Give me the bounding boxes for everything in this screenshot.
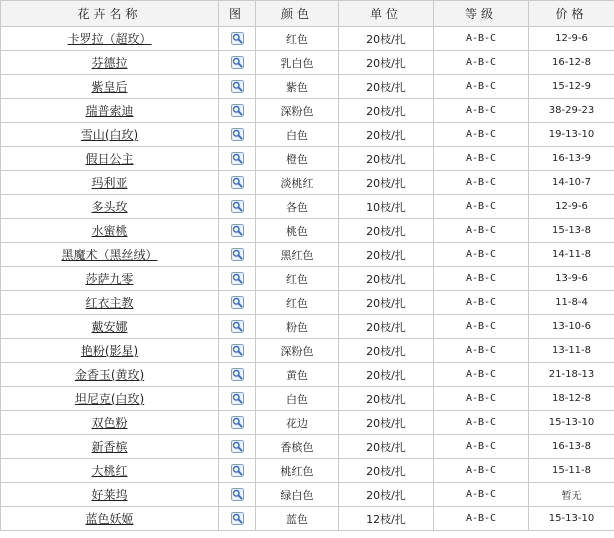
price-cell: 16-13-8: [529, 435, 614, 459]
color-cell: 粉色: [256, 315, 339, 339]
grade-cell: A-B-C: [434, 459, 529, 483]
table-body: [1, 27, 614, 531]
magnifier-photo-icon[interactable]: [231, 320, 244, 333]
table-row: [1, 171, 614, 195]
flower-name-cell: [1, 123, 219, 147]
flower-name-cell: [1, 483, 219, 507]
table-row: [1, 315, 614, 339]
color-cell: 白色: [256, 387, 339, 411]
magnifier-photo-icon[interactable]: [231, 344, 244, 357]
magnifier-photo-icon[interactable]: [231, 152, 244, 165]
unit-cell: 20枝/扎: [339, 315, 434, 339]
flower-name-link[interactable]: 红衣主教: [85, 296, 134, 310]
image-cell: [219, 171, 256, 195]
grade-cell: A-B-C: [434, 147, 529, 171]
color-cell: 橙色: [256, 147, 339, 171]
image-cell: [219, 291, 256, 315]
grade-cell: A-B-C: [434, 483, 529, 507]
unit-cell: 20枝/扎: [339, 411, 434, 435]
flower-name-link[interactable]: 芬德拉: [91, 56, 128, 70]
flower-name-link[interactable]: 艳粉(影星): [80, 344, 139, 358]
image-cell: [219, 75, 256, 99]
flower-name-cell: [1, 75, 219, 99]
price-cell: 38-29-23: [529, 99, 614, 123]
image-cell: [219, 363, 256, 387]
table-row: [1, 339, 614, 363]
color-cell: 花边: [256, 411, 339, 435]
flower-name-cell: [1, 291, 219, 315]
grade-cell: A-B-C: [434, 51, 529, 75]
image-cell: [219, 507, 256, 531]
price-cell: 12-9-6: [529, 27, 614, 51]
magnifier-photo-icon[interactable]: [231, 32, 244, 45]
flower-name-cell: [1, 411, 219, 435]
flower-name-link[interactable]: 黑魔术（黑丝绒）: [61, 248, 158, 262]
magnifier-photo-icon[interactable]: [231, 128, 244, 141]
unit-cell: 20枝/扎: [339, 483, 434, 507]
color-cell: 红色: [256, 27, 339, 51]
color-cell: 红色: [256, 267, 339, 291]
magnifier-photo-icon[interactable]: [231, 488, 244, 501]
header-color: 颜色: [256, 1, 339, 27]
price-cell: 13-10-6: [529, 315, 614, 339]
price-cell: 11-8-4: [529, 291, 614, 315]
grade-cell: A-B-C: [434, 195, 529, 219]
unit-cell: 20枝/扎: [339, 75, 434, 99]
table-header-row: [1, 1, 614, 27]
price-cell: 13-11-8: [529, 339, 614, 363]
flower-name-cell: [1, 267, 219, 291]
magnifier-photo-icon[interactable]: [231, 368, 244, 381]
grade-cell: A-B-C: [434, 27, 529, 51]
flower-name-link[interactable]: 水蜜桃: [91, 224, 128, 238]
unit-cell: 20枝/扎: [339, 147, 434, 171]
unit-cell: 20枝/扎: [339, 435, 434, 459]
magnifier-photo-icon[interactable]: [231, 176, 244, 189]
grade-cell: A-B-C: [434, 99, 529, 123]
price-cell: 12-9-6: [529, 195, 614, 219]
unit-cell: 20枝/扎: [339, 219, 434, 243]
flower-name-cell: [1, 459, 219, 483]
price-cell: 15-13-10: [529, 507, 614, 531]
price-cell: 19-13-10: [529, 123, 614, 147]
flower-name-link[interactable]: 大桃红: [91, 464, 128, 478]
magnifier-photo-icon[interactable]: [231, 392, 244, 405]
flower-name-link[interactable]: 新香槟: [91, 440, 128, 454]
flower-name-cell: [1, 243, 219, 267]
unit-cell: 12枝/扎: [339, 507, 434, 531]
image-cell: [219, 483, 256, 507]
magnifier-photo-icon[interactable]: [231, 416, 244, 429]
color-cell: 淡桃红: [256, 171, 339, 195]
grade-cell: A-B-C: [434, 291, 529, 315]
color-cell: 深粉色: [256, 99, 339, 123]
price-cell: 暂无: [529, 483, 614, 507]
header-price: 价格: [529, 1, 614, 27]
price-cell: 16-13-9: [529, 147, 614, 171]
unit-cell: 20枝/扎: [339, 51, 434, 75]
magnifier-photo-icon[interactable]: [231, 200, 244, 213]
table-row: [1, 291, 614, 315]
flower-name-link[interactable]: 卡罗拉（超玫）: [67, 32, 152, 46]
grade-cell: A-B-C: [434, 123, 529, 147]
image-cell: [219, 195, 256, 219]
grade-cell: A-B-C: [434, 243, 529, 267]
table-row: [1, 51, 614, 75]
unit-cell: 20枝/扎: [339, 363, 434, 387]
color-cell: 白色: [256, 123, 339, 147]
unit-cell: 20枝/扎: [339, 123, 434, 147]
image-cell: [219, 51, 256, 75]
price-cell: 16-12-8: [529, 51, 614, 75]
table-row: [1, 435, 614, 459]
image-cell: [219, 459, 256, 483]
color-cell: 桃色: [256, 219, 339, 243]
price-cell: 15-13-8: [529, 219, 614, 243]
flower-name-link[interactable]: 双色粉: [91, 416, 128, 430]
grade-cell: A-B-C: [434, 507, 529, 531]
unit-cell: 20枝/扎: [339, 387, 434, 411]
unit-cell: 20枝/扎: [339, 339, 434, 363]
flower-name-cell: [1, 339, 219, 363]
price-cell: 14-10-7: [529, 171, 614, 195]
color-cell: 乳白色: [256, 51, 339, 75]
image-cell: [219, 219, 256, 243]
flower-name-cell: [1, 507, 219, 531]
table-row: [1, 195, 614, 219]
color-cell: 红色: [256, 291, 339, 315]
unit-cell: 10枝/扎: [339, 195, 434, 219]
color-cell: 香槟色: [256, 435, 339, 459]
unit-cell: 20枝/扎: [339, 291, 434, 315]
table-row: [1, 147, 614, 171]
flower-name-link[interactable]: 蓝色妖姬: [85, 512, 134, 526]
table-row: [1, 219, 614, 243]
grade-cell: A-B-C: [434, 219, 529, 243]
flower-name-link[interactable]: 瑞普索迪: [85, 104, 134, 118]
image-cell: [219, 387, 256, 411]
grade-cell: A-B-C: [434, 315, 529, 339]
flower-name-cell: [1, 219, 219, 243]
color-cell: 黑红色: [256, 243, 339, 267]
magnifier-photo-icon[interactable]: [231, 80, 244, 93]
image-cell: [219, 315, 256, 339]
flower-name-link[interactable]: 金香玉(黄玫): [74, 368, 145, 382]
table-row: [1, 459, 614, 483]
grade-cell: A-B-C: [434, 267, 529, 291]
grade-cell: A-B-C: [434, 411, 529, 435]
magnifier-photo-icon[interactable]: [231, 248, 244, 261]
table-row: [1, 387, 614, 411]
flower-name-link[interactable]: 玛利亚: [91, 176, 128, 190]
header-unit: 单位: [339, 1, 434, 27]
color-cell: 桃红色: [256, 459, 339, 483]
color-cell: 黄色: [256, 363, 339, 387]
price-cell: 18-12-8: [529, 387, 614, 411]
grade-cell: A-B-C: [434, 363, 529, 387]
flower-name-cell: [1, 27, 219, 51]
flower-name-link[interactable]: 雪山(白玫): [80, 128, 139, 142]
image-cell: [219, 435, 256, 459]
grade-cell: A-B-C: [434, 75, 529, 99]
flower-name-cell: [1, 315, 219, 339]
unit-cell: 20枝/扎: [339, 267, 434, 291]
table-row: [1, 363, 614, 387]
flower-name-link[interactable]: 好莱坞: [91, 488, 128, 502]
flower-name-cell: [1, 99, 219, 123]
magnifier-photo-icon[interactable]: [231, 440, 244, 453]
price-cell: 15-12-9: [529, 75, 614, 99]
color-cell: 蓝色: [256, 507, 339, 531]
flower-name-cell: [1, 51, 219, 75]
magnifier-photo-icon[interactable]: [231, 512, 244, 525]
image-cell: [219, 99, 256, 123]
table-row: [1, 27, 614, 51]
table-row: [1, 123, 614, 147]
grade-cell: A-B-C: [434, 171, 529, 195]
flower-name-link[interactable]: 假日公主: [85, 152, 134, 166]
table-row: [1, 267, 614, 291]
image-cell: [219, 147, 256, 171]
color-cell: 紫色: [256, 75, 339, 99]
magnifier-photo-icon[interactable]: [231, 104, 244, 117]
price-cell: 15-13-10: [529, 411, 614, 435]
table-row: [1, 411, 614, 435]
header-image: 图: [219, 1, 256, 27]
unit-cell: 20枝/扎: [339, 459, 434, 483]
color-cell: 各色: [256, 195, 339, 219]
table-row: [1, 507, 614, 531]
color-cell: 深粉色: [256, 339, 339, 363]
flower-name-link[interactable]: 坦尼克(白玫): [74, 392, 145, 406]
magnifier-photo-icon[interactable]: [231, 272, 244, 285]
table-row: [1, 75, 614, 99]
flower-name-cell: [1, 195, 219, 219]
unit-cell: 20枝/扎: [339, 99, 434, 123]
price-cell: 13-9-6: [529, 267, 614, 291]
image-cell: [219, 339, 256, 363]
price-cell: 15-11-8: [529, 459, 614, 483]
flower-name-cell: [1, 363, 219, 387]
flower-name-link[interactable]: 紫皇后: [91, 80, 128, 94]
image-cell: [219, 27, 256, 51]
image-cell: [219, 267, 256, 291]
grade-cell: A-B-C: [434, 339, 529, 363]
price-cell: 14-11-8: [529, 243, 614, 267]
flower-name-cell: [1, 147, 219, 171]
unit-cell: 20枝/扎: [339, 27, 434, 51]
flower-name-link[interactable]: 莎萨九零: [85, 272, 134, 286]
grade-cell: A-B-C: [434, 387, 529, 411]
magnifier-photo-icon[interactable]: [231, 464, 244, 477]
magnifier-photo-icon[interactable]: [231, 224, 244, 237]
image-cell: [219, 243, 256, 267]
grade-cell: A-B-C: [434, 435, 529, 459]
flower-name-link[interactable]: 戴安娜: [91, 320, 128, 334]
flower-name-cell: [1, 387, 219, 411]
header-name: 花卉名称: [1, 1, 219, 27]
unit-cell: 20枝/扎: [339, 171, 434, 195]
header-grade: 等级: [434, 1, 529, 27]
flower-name-link[interactable]: 多头玫: [91, 200, 128, 214]
color-cell: 绿白色: [256, 483, 339, 507]
flower-name-cell: [1, 435, 219, 459]
magnifier-photo-icon[interactable]: [231, 56, 244, 69]
image-cell: [219, 411, 256, 435]
image-cell: [219, 123, 256, 147]
flower-name-cell: [1, 171, 219, 195]
price-cell: 21-18-13: [529, 363, 614, 387]
table-row: [1, 243, 614, 267]
table-row: [1, 483, 614, 507]
magnifier-photo-icon[interactable]: [231, 296, 244, 309]
table-row: [1, 99, 614, 123]
unit-cell: 20枝/扎: [339, 243, 434, 267]
